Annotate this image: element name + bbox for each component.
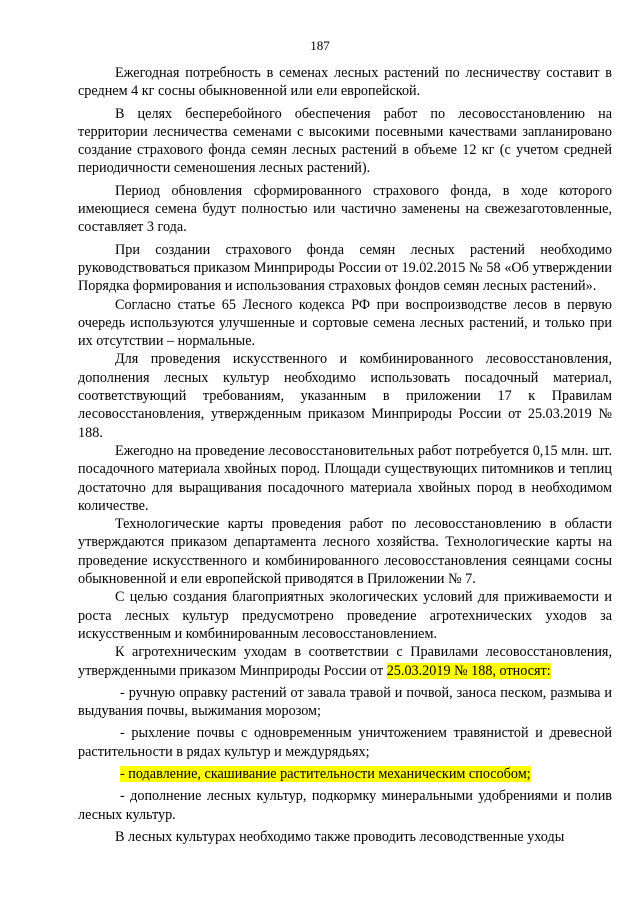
list-item: - рыхление почвы с одновременным уничтожением травянистой и древесной растительности в рядах культур и междурядьях; xyxy=(78,725,612,760)
paragraph: С целью создания благоприятных экологических условий для приживаемости и роста лесных культур предусмотрено проведение агротехнических уходов за искусственным и комбинированным лесовосстановлением. xyxy=(78,589,612,642)
paragraph: Технологические карты проведения работ по лесовосстановлению в области утверждаются приказом департамента лесного хозяйства. Технологические карты на проведение искусственного и комбинированного лесовосстановления сеянцами сосны обыкновенной и ели европейской приводятся в Приложении № 7. xyxy=(78,516,612,588)
list-item xyxy=(78,765,612,783)
list-item: - дополнение лесных культур, подкормку минеральными удобрениями и полив лесных культур. xyxy=(78,788,612,823)
paragraph: В целях бесперебойного обеспечения работ по лесовосстановлению на территории лесничества семенами с высокими посевными качествами запланировано создание страхового фонда семян лесных растений в объеме 12 кг (с учетом средней периодичности семеношения лесных растений). xyxy=(78,105,612,177)
paragraph: Согласно статье 65 Лесного кодекса РФ при воспроизводстве лесов в первую очередь используются улучшенные и сортовые семена лесных растений, и только при их отсутствии – нормальные. xyxy=(78,296,612,350)
paragraph: Ежегодная потребность в семенах лесных растений по лесничеству составит в среднем 4 кг сосны обыкновенной или ели европейской. xyxy=(78,65,612,100)
paragraph: Ежегодно на проведение лесовосстановительных работ потребуется 0,15 млн. шт. посадочного материала хвойных пород. Площади существующих питомников и теплиц достаточно для выращивания посадочного материала хвойных пород в необходимом количестве. xyxy=(78,442,612,514)
paragraph-text: К агротехническим уходам в соответствии с Правилами лесовосстановления, утвержденными приказом Минприроды России от xyxy=(78,644,612,679)
paragraph: В лесных культурах необходимо также проводить лесоводственные уходы xyxy=(115,828,565,845)
highlighted-text: - подавление, скашивание растительности механическим способом; xyxy=(120,765,531,782)
list-item: - ручную оправку растений от завала травой и почвой, заноса песком, размыва и выдувания почвы, выжимания морозом; xyxy=(78,684,612,720)
highlighted-text: 25.03.2019 № 188, относят: xyxy=(386,662,551,679)
paragraph: Период обновления сформированного страхового фонда, в ходе которого имеющиеся семена будут полностью или частично заменены на свежезаготовленные, составляет 3 года. xyxy=(78,182,612,236)
page-number: 187 xyxy=(310,38,330,53)
paragraph: Для проведения искусственного и комбинированного лесовосстановления, дополнения лесных культур необходимо использовать посадочный материал, соответствующий требованиям, указанным в приложении 17 к Правилам лесовосстановления, утвержденным приказом Минприроды России от 25.03.2019 № 188. xyxy=(78,351,612,441)
page-body xyxy=(78,64,612,846)
paragraph: При создании страхового фонда семян лесных растений необходимо руководствоваться приказом Минприроды России от 19.02.2015 № 58 «Об утверждении Порядка формирования и использования страховых фондов семян лесных растений». xyxy=(78,241,612,295)
paragraph xyxy=(78,643,612,680)
